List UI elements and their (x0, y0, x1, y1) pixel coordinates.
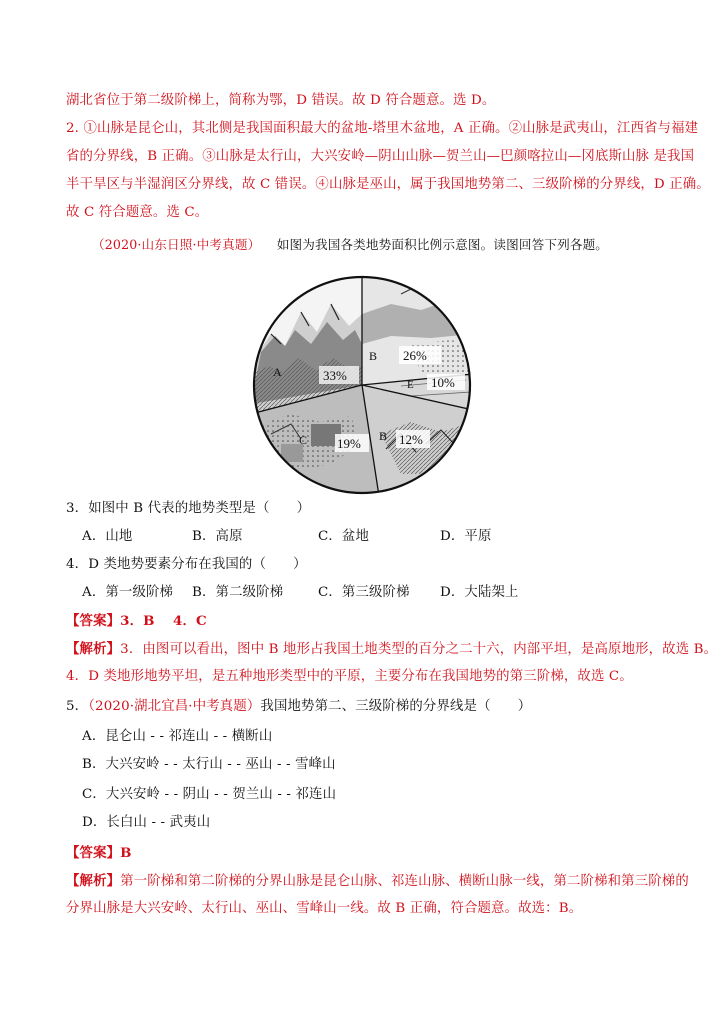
label-c: C (299, 433, 308, 447)
q5-source: （2020·湖北宜昌·中考真题） (88, 699, 261, 714)
q5-number: 5． (66, 699, 89, 714)
answer-34-text: 3．B 4．C (120, 613, 207, 629)
q5-option-c[interactable]: C．大兴安岭 - - 阴山 - - 贺兰山 - - 祁连山 (82, 787, 337, 802)
answer-34 (66, 612, 656, 630)
q4-option-d[interactable]: D．大陆架上 (440, 585, 519, 600)
q3-option-d[interactable]: D．平原 (440, 529, 492, 544)
label-c-pct: 19% (337, 436, 361, 451)
q3-option-b[interactable]: B．高原 (192, 529, 243, 544)
analysis-q2-line-2: 省的分界线，B 正确。③山脉是太行山，大兴安岭—阴山山脉—贺兰山—巴颜喀拉山—冈底斯山脉 是我国 (66, 149, 695, 164)
analysis-5-tag: 【解析】 (66, 873, 121, 889)
analysis-34-line-2: 4．D 类地形地势平坦，是五种地形类型中的平原，主要分布在我国地势的第三阶梯，故选 C。 (66, 669, 633, 684)
q5-option-d[interactable]: D．长白山 - - 武夷山 (82, 815, 211, 830)
analysis-5-line-1 (66, 872, 689, 891)
label-e: E (407, 379, 414, 391)
label-b-bottom-pct: 12% (399, 432, 423, 447)
q4-stem: 4．D 类地势要素分布在我国的（ ） (66, 557, 307, 572)
intro-source: （2020·山东日照·中考真题） (92, 237, 261, 252)
q4-option-b[interactable]: B．第二级阶梯 (192, 585, 284, 600)
analysis-q2-line-3: 半干旱区与半湿润区分界线，故 C 错误。④山脉是巫山，属于我国地势第二、三级阶梯的分界线，D 正确。 (66, 177, 710, 192)
q5-stem: 我国地势第二、三级阶梯的分界线是（ ） (260, 699, 532, 714)
analysis-5-text-1: 第一阶梯和第二阶梯的分界山脉是昆仑山脉、祁连山脉、横断山脉一线，第二阶梯和第三阶梯的 (120, 874, 689, 889)
intro-text: 如图为我国各类地势面积比例示意图。读图回答下列各题。 (276, 237, 609, 252)
analysis-34-text-1: 3．由图可以看出，图中 B 地形占我国土地类型的百分之二十六，内部平坦，是高原地形，故选 B。 (120, 642, 718, 657)
analysis-34-tag: 【解析】 (66, 641, 121, 657)
q3-stem: 3．如图中 B 代表的地势类型是（ ） (66, 501, 311, 516)
answer-5 (66, 844, 656, 862)
analysis-q2-line-4: 故 C 符合题意。选 C。 (66, 205, 209, 220)
label-b-bottom: B (379, 429, 388, 443)
q4-option-c[interactable]: C．第三级阶梯 (318, 585, 410, 600)
sector-b-plateau (362, 274, 473, 385)
label-b-top-pct: 26% (403, 348, 427, 363)
q5-stem-line (66, 698, 656, 716)
q5-option-b[interactable]: B．大兴安岭 - - 太行山 - - 巫山 - - 雪峰山 (82, 757, 336, 772)
terrain-pie-svg (251, 274, 473, 496)
q4-option-a[interactable]: A．第一级阶梯 (82, 585, 174, 600)
answer-34-tag: 【答案】 (66, 613, 121, 629)
q5-option-a[interactable]: A．昆仑山 - - 祁连山 - - 横断山 (82, 729, 273, 744)
answer-5-text: B (120, 845, 132, 861)
label-e-pct: 10% (431, 375, 455, 390)
q3-option-a[interactable]: A．山地 (82, 529, 133, 544)
label-b-top: B (369, 349, 378, 363)
terrain-pie-figure (251, 274, 473, 496)
label-a: A (273, 365, 282, 379)
question-intro (92, 236, 682, 254)
analysis-q2-line-1: 2. ①山脉是昆仑山，其北侧是我国面积最大的盆地-塔里木盆地，A 正确。②山脉是武夷山，江西省与福建 (66, 121, 699, 136)
answer-5-tag: 【答案】 (66, 845, 121, 861)
analysis-34-line-1 (66, 640, 718, 659)
label-a-pct: 33% (323, 368, 347, 383)
q3-option-c[interactable]: C．盆地 (318, 529, 370, 544)
analysis-continuation-line: 湖北省位于第二级阶梯上，简称为鄂，D 错误。故 D 符合题意。选 D。 (66, 93, 496, 108)
analysis-5-line-2: 分界山脉是大兴安岭、太行山、巫山、雪峰山一线。故 B 正确，符合题意。故选：B。 (66, 901, 583, 916)
